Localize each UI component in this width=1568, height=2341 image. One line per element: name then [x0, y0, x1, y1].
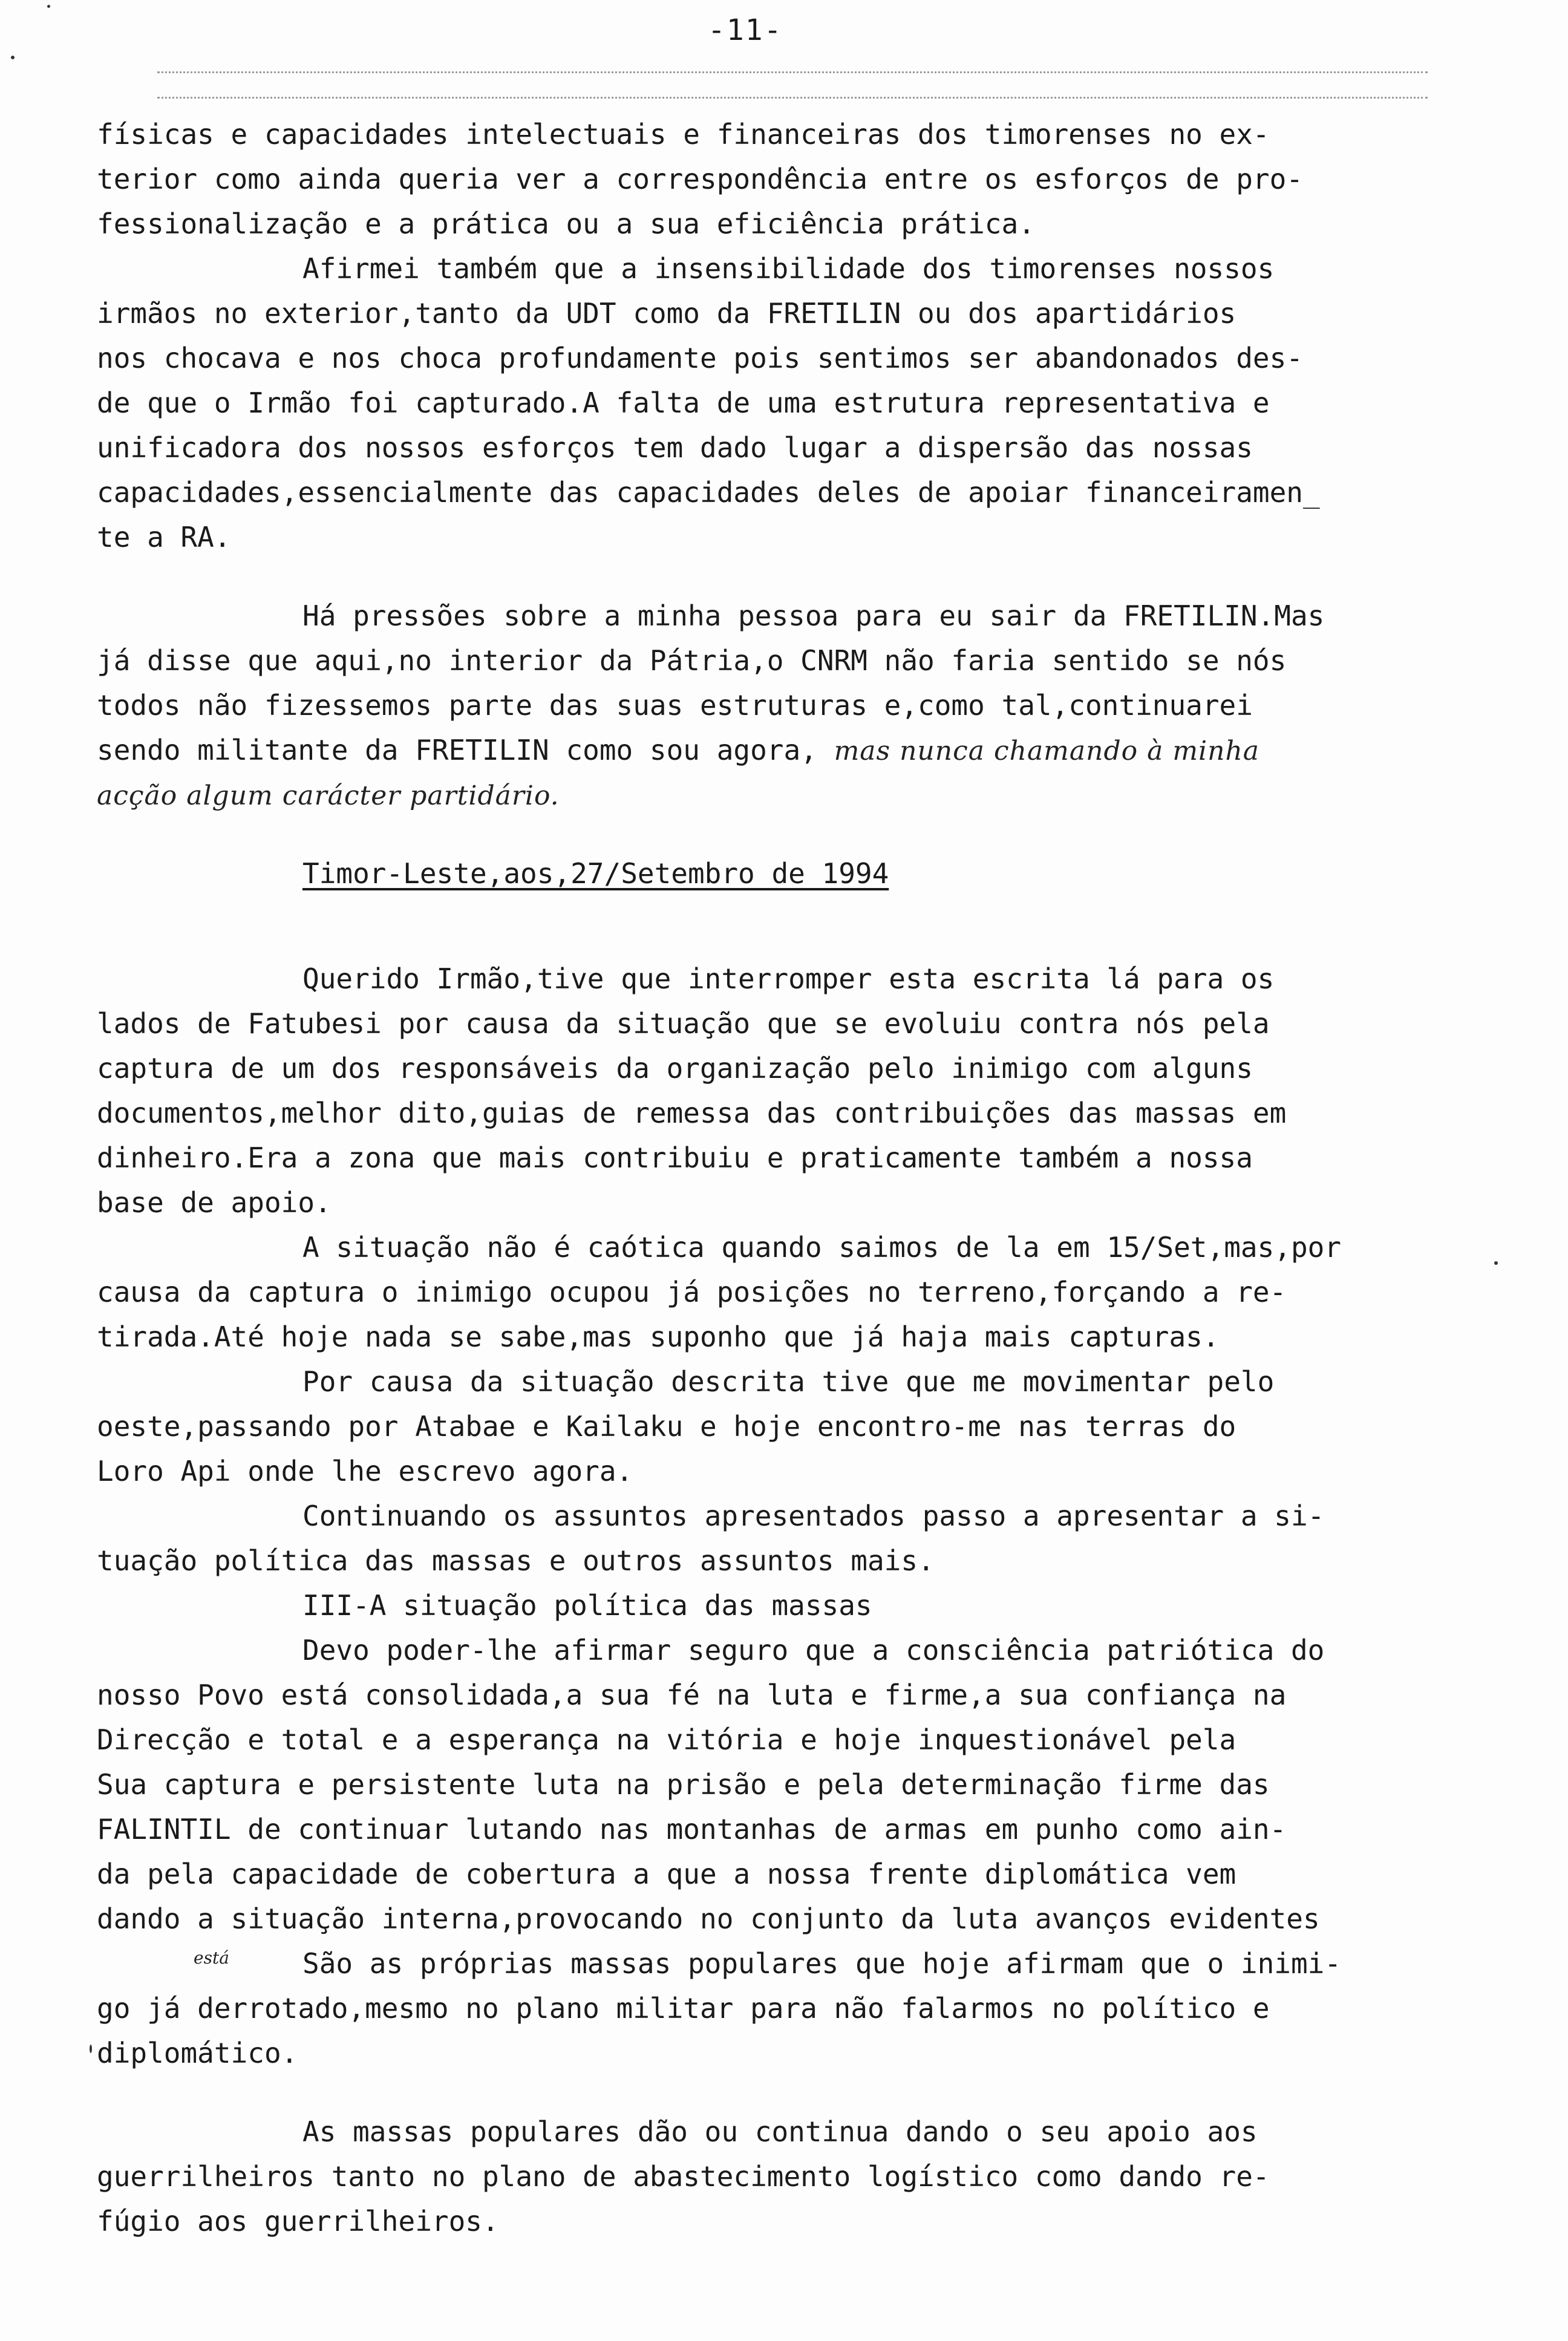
opening-line: de que o Irmão foi capturado.A falta de uma estrutura representativa e	[97, 387, 1270, 419]
querido-line: dinheiro.Era a zona que mais contribuiu e praticamente também a nossa	[97, 1141, 1253, 1174]
querido-line: documentos,melhor dito,guias de remessa das contribuições das massas em	[97, 1097, 1287, 1129]
querido-line: Sua captura e persistente luta na prisão e pela determinação firme das	[97, 1768, 1270, 1801]
massas-line: fúgio aos guerrilheiros.	[97, 2205, 499, 2238]
pressoes-paragraph	[97, 593, 1470, 728]
querido-paragraph	[97, 956, 1470, 2075]
scan-speck	[47, 5, 50, 8]
opening-line: Afirmei também que a insensibilidade dos timorenses nossos	[302, 252, 1275, 285]
querido-line: nosso Povo está consolidada,a sua fé na luta e firme,a sua confiança na	[97, 1679, 1287, 1711]
opening-paragraph	[97, 112, 1470, 560]
querido-line: A situação não é caótica quando saimos de la em 15/Set,mas,por	[302, 1231, 1342, 1264]
sendo-militante-line	[97, 728, 1470, 772]
sendo-line-text: sendo militante da FRETILIN como sou agora,	[97, 734, 817, 766]
querido-line: Direcção e total e a esperança na vitória e hoje inquestionável pela	[97, 1723, 1236, 1756]
top-dotted-rule-2	[157, 97, 1428, 99]
querido-line: diplomático.	[97, 2037, 298, 2069]
massas-line: As massas populares dão ou continua dando o seu apoio aos	[302, 2115, 1258, 2148]
querido-line: da pela capacidade de cobertura a que a nossa frente diplomática vem	[97, 1858, 1236, 1890]
opening-line: fessionalização e a prática ou a sua eficiência prática.	[97, 207, 1035, 240]
querido-line: dando a situação interna,provocando no conjunto da luta avanços evidentes	[97, 1902, 1320, 1935]
querido-line: Devo poder-lhe afirmar seguro que a consciência patriótica do	[302, 1634, 1325, 1667]
querido-line: lados de Fatubesi por causa da situação que se evoluiu contra nós pela	[97, 1007, 1270, 1040]
page-number: -11-	[708, 13, 783, 47]
pressoes-line: Há pressões sobre a minha pessoa para eu sair da FRETILIN.Mas	[302, 599, 1325, 632]
opening-line: físicas e capacidades intelectuais e financeiras dos timorenses no ex-	[97, 118, 1270, 151]
querido-line: causa da captura o inimigo ocupou já posições no terreno,forçando a re-	[97, 1276, 1287, 1308]
querido-line: Por causa da situação descrita tive que me movimentar pelo	[302, 1365, 1275, 1398]
querido-line: tirada.Até hoje nada se sabe,mas suponho que já haja mais capturas.	[97, 1321, 1220, 1353]
querido-line: tuação política das massas e outros assuntos mais.	[97, 1544, 935, 1577]
letter-body	[97, 112, 1470, 2244]
querido-line: oeste,passando por Atabae e Kailaku e hoje encontro-me nas terras do	[97, 1410, 1236, 1443]
opening-line: unificadora dos nossos esforços tem dado lugar a dispersão das nossas	[97, 431, 1253, 464]
scan-speck	[11, 56, 15, 59]
handwritten-annotation-1: mas nunca chamando à minha	[834, 736, 1260, 766]
querido-line: Loro Api onde lhe escrevo agora.	[97, 1455, 633, 1487]
querido-line: FALINTIL de continuar lutando nas montanhas de armas em punho como ain-	[97, 1813, 1287, 1846]
pressoes-line: já disse que aqui,no interior da Pátria,o CNRM não faria sentido se nós	[97, 644, 1287, 677]
opening-line: irmãos no exterior,tanto da UDT como da FRETILIN ou dos apartidários	[97, 297, 1236, 330]
opening-line: nos chocava e nos choca profundamente pois sentimos ser abandonados des-	[97, 342, 1303, 374]
scan-speck	[90, 2045, 92, 2053]
opening-line: capacidades,essencialmente das capacidades deles de apoiar financeiramen_	[97, 476, 1320, 509]
querido-line: Querido Irmão,tive que interromper esta escrita lá para os	[302, 962, 1275, 995]
querido-line: São as próprias massas populares que hoje afirmam que o inimi-	[302, 1947, 1342, 1980]
querido-line: base de apoio.	[97, 1186, 332, 1219]
querido-line: captura de um dos responsáveis da organização pelo inimigo com alguns	[97, 1052, 1253, 1085]
opening-line: te a RA.	[97, 521, 231, 553]
massas-line: guerrilheiros tanto no plano de abastecimento logístico como dando re-	[97, 2160, 1270, 2193]
querido-line: III-A situação política das massas	[302, 1589, 872, 1622]
pressoes-line: todos não fizessemos parte das suas estruturas e,como tal,continuarei	[97, 689, 1253, 722]
scan-speck	[1494, 1261, 1498, 1265]
handwritten-line	[97, 772, 1470, 817]
querido-line: Continuando os assuntos apresentados passo a apresentar a si-	[302, 1500, 1325, 1532]
top-dotted-rule	[157, 71, 1428, 73]
section-date-heading: Timor-Leste,aos,27/Setembro de 1994	[302, 857, 889, 890]
handwritten-annotation-2: acção algum carácter partidário.	[97, 780, 560, 811]
massas-paragraph	[97, 2109, 1470, 2244]
querido-line: go já derrotado,mesmo no plano militar para não falarmos no político e	[97, 1992, 1270, 2025]
handwritten-insert: está	[194, 1948, 229, 1968]
opening-line: terior como ainda queria ver a correspondência entre os esforços de pro-	[97, 163, 1303, 195]
